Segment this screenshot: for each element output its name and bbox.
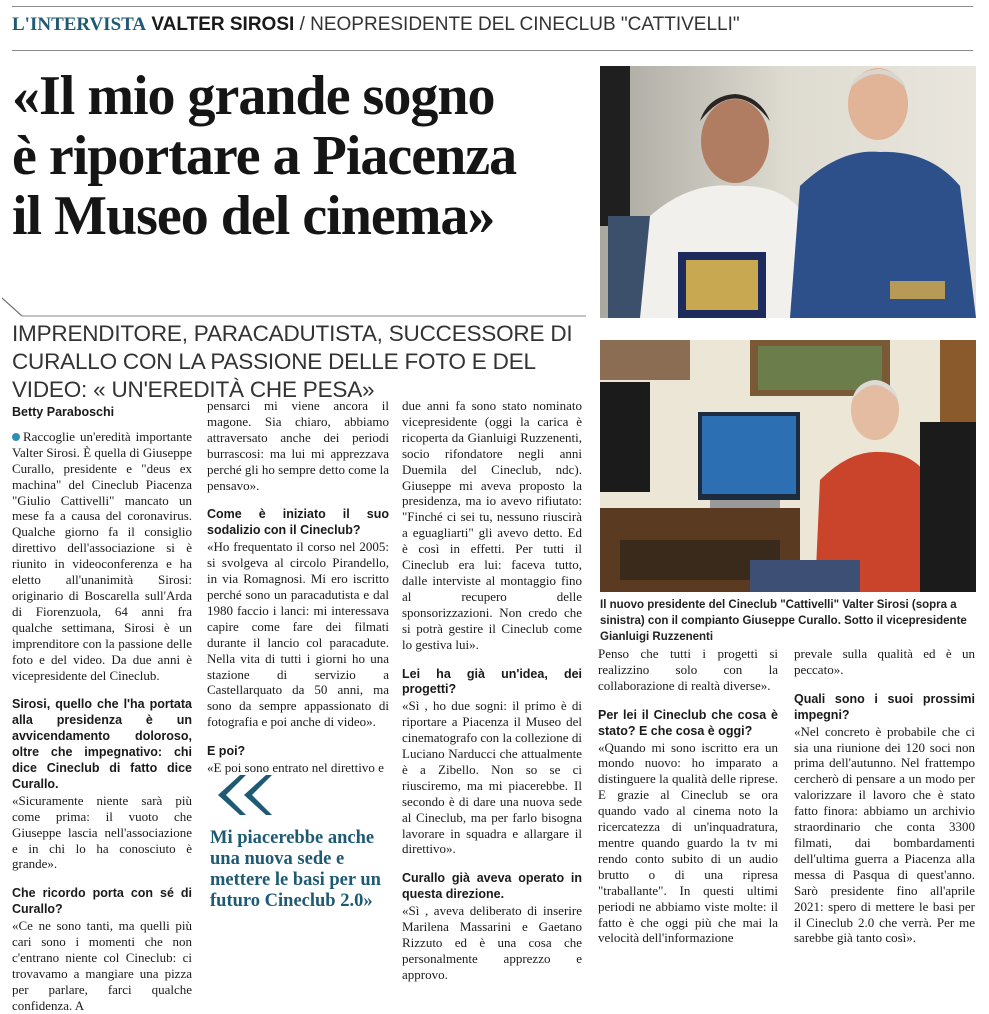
- col5-paragraph: prevale sulla qualità ed è un peccato».: [794, 646, 975, 677]
- subhead: IMPRENDITORE, PARACADUTISTA, SUCCESSORE DI CURALLO CON LA PASSIONE DELLE FOTO E DEL VIDEO: « UN'EREDITÀ CHE PESA»: [12, 321, 573, 402]
- photo-sirosi-curallo: [600, 66, 976, 318]
- headline-line-2: è riportare a Piacenza: [12, 125, 517, 187]
- photo-caption: Il nuovo presidente del Cineclub "Cattivelli" Valter Sirosi (sopra a sinistra) con il compianto Giuseppe Curallo. Sotto il vicepresidente Gianluigi Ruzzenenti: [600, 599, 967, 643]
- pull-quote: Mi piacerebbe anche una nuova sede e mettere le basi per un futuro Cineclub 2.0»: [210, 828, 381, 911]
- col2-paragraph: pensarci mi viene ancora il magone. Sia chiaro, abbiamo attraversato anche dei periodi burrascosi: ma lui mi apprezzava perché gli ho sempre detto come la pensavo».: [207, 398, 389, 493]
- photo-ruzzenenti: [600, 340, 976, 592]
- col3-paragraph: due anni fa sono stato nominato vicepresidente (oggi la carica è ricoperta da Gianluigi Ruzzenenti, socio rifondatore negli anni Duemila del Cineclub, ndc). Giuseppe mi aveva proposto la presidenza, ma io avevo rifiutato: "Finché ci sei tu, nessuno riuscirà a eguagliarti" gli avevo detto. Ed è così in effetti. Per tutti il Cineclub era lui: faceva tutto, dalle interviste al montaggio fino al recupero delle sponsorizzazioni. Non credo che si potrà gestire il Cineclub come lo gestiva lui».: [402, 398, 582, 652]
- question-1: Sirosi, quello che l'ha portata alla presidenza è un avvicendamento doloroso, oltre che impegnativo: chi dice Cineclub di fatto dice Curallo.: [12, 697, 192, 791]
- column-4: [598, 646, 778, 946]
- kicker-section: L'INTERVISTA: [12, 14, 147, 35]
- column-5: [794, 646, 975, 946]
- answer-5: «Sì , ho due sogni: il primo è di riportare a Piacenza il Museo del cinematografo con la collezione di Luciano Narducci che attualmente è a Zibello. Non so se ci riusciremo, ma mi piacerebbe. Il secondo è di dare una nuova sede al Cineclub, ma per farlo bisogna lavorare in squadra e allargare il direttivo».: [402, 698, 582, 857]
- column-3: [402, 398, 582, 983]
- author-byline: Betty Paraboschi: [12, 405, 115, 419]
- intro-paragraph: Raccoglie un'eredità importante Valter Sirosi. È quella di Giuseppe Curallo, presidente e "deus ex machina" del Cineclub Piacenza "Giulio Cattivelli" mancato un mese fa a causa del coronavirus. Qualche giorno fa il consiglio direttivo dell'associazione si è riunito in videoconferenza e ha eletto all'unanimità Sirosi: originario di Boscarella sull'Arda di Fiorenzuola, 64 anni fra qualche settimana, Sirosi è un imprenditore con la passione delle foto e del video. Da due anni è vicepresidente del Cineclub.: [12, 428, 192, 683]
- kicker-role: / NEOPRESIDENTE DEL CINECLUB "CATTIVELLI": [299, 14, 740, 35]
- subhead-rule: [0, 290, 590, 320]
- answer-2: «Ce ne sono tanti, ma quelli più cari sono i momenti che non c'entrano niente col Cineclub: ci trovavamo a mangiare una pizza per parlare, farci qualche confidenza. A: [12, 918, 192, 1013]
- kicker: [12, 14, 740, 36]
- question-5: Lei ha già un'idea, dei progetti?: [402, 666, 582, 697]
- photo-ruzzenenti-image: [600, 340, 976, 592]
- headline-line-3: il Museo del cinema»: [12, 185, 495, 247]
- answer-1: «Sicuramente niente sarà più come prima: il vuoto che Giuseppe lascia nell'associazione e in chi lo ha conosciuto è grande».: [12, 792, 192, 872]
- kicker-name: VALTER SIROSI: [151, 14, 295, 35]
- question-4: E poi?: [207, 744, 246, 759]
- answer-3: «Ho frequentato il corso nel 2005: si svolgeva al circolo Pirandello, in via Romagnosi. Mi ero iscritto perché sono un paracadutista e dal 1980 faccio i lanci: mi interessava capire come fare dei filmati durante il lancio col paracadute. Nella vita di tutti i giorni ho una stazione di servizio a Castellarquato da 50 anni, ma sono da sempre appassionato di fotografia e poi anche di video».: [207, 539, 389, 730]
- question-7: Per lei il Cineclub che cosa è stato? E che cosa è oggi?: [598, 707, 778, 738]
- kicker-rule: [12, 50, 973, 51]
- quote-marks-icon: [212, 773, 274, 817]
- question-2: Che ricordo porta con sé di Curallo?: [12, 886, 192, 917]
- answer-6: «Sì , aveva deliberato di inserire Marilena Massarini e Gaetano Rizzuto ed è una cosa che personalmente apprezzo e approvo.: [402, 903, 582, 982]
- headline-line-1: «Il mio grande sogno: [12, 65, 495, 127]
- top-rule: [12, 6, 973, 7]
- headline: [12, 66, 592, 246]
- answer-4: «E poi sono entrato nel direttivo e: [207, 760, 384, 776]
- photo-sirosi-curallo-image: [600, 66, 976, 318]
- col4-paragraph: Penso che tutti i progetti si realizzino solo con la collaborazione di realtà diverse».: [598, 646, 778, 693]
- question-3: Come è iniziato il suo sodalizio con il Cineclub?: [207, 507, 389, 538]
- column-1: [12, 405, 192, 1014]
- answer-8: «Nel concreto è probabile che ci sia una riunione dei 120 soci non prima dell'autunno. Nel frattempo cercherò di pensare a un modo per valorizzare il lavoro che è stato fatto finora: abbiamo un archivio straordinario che conta 3300 filmati, dai bombardamenti dell'ultima guerra a Piacenza alla messa di Pasqua di quest'anno. Sarò presidente fino all'aprile 2021: spero di mettere le basi per il Cineclub 2.0 che verrà. Per me sarebbe già tanto così».: [794, 723, 975, 946]
- column-2: [207, 398, 389, 776]
- question-6: Curallo già aveva operato in questa direzione.: [402, 871, 582, 902]
- question-8: Quali sono i suoi prossimi impegni?: [794, 691, 975, 722]
- answer-7: «Quando mi sono iscritto era un mondo nuovo: ho imparato a distinguere la qualità delle riprese. E grazie al Cineclub se ora quando vado al cinema noto la ricercatezza di un'inquadratura, mentre quando guardo la tv mi rendo conto subito di un audio brutto o di una ripresa "traballante". In questi ultimi periodi ne abbiamo viste molte: il fatto è che oggi più che mai la velocità dell'informazione: [598, 739, 778, 946]
- bullet-dot-icon: [12, 433, 20, 441]
